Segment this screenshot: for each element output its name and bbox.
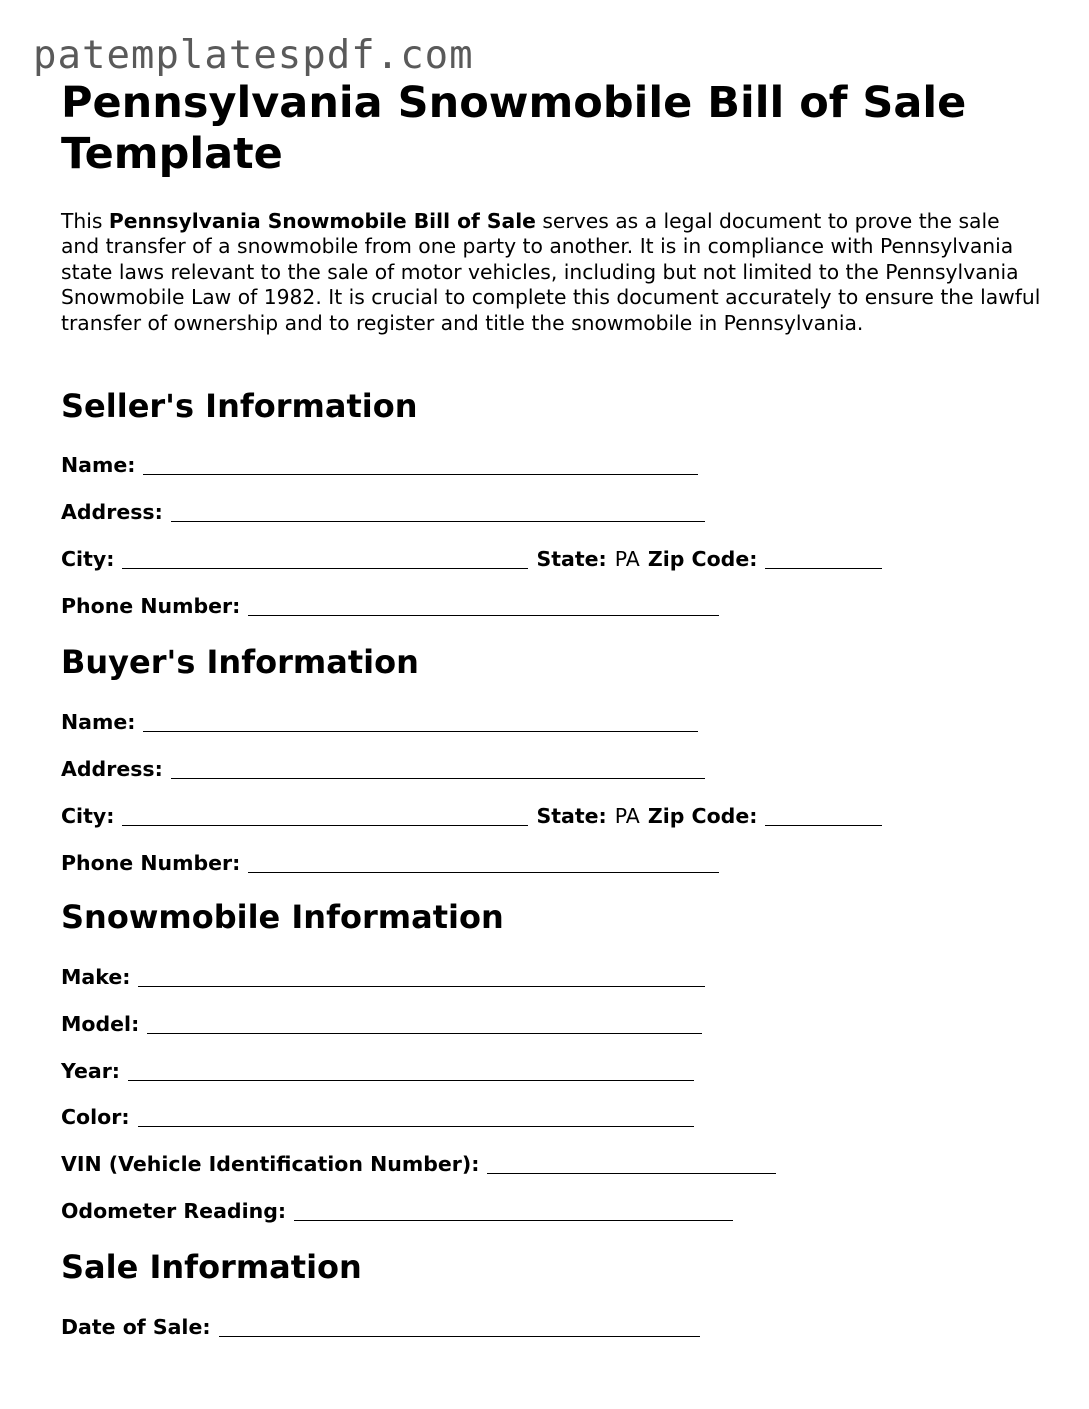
- year-field[interactable]: [128, 1064, 694, 1081]
- buyer-zip-field[interactable]: [765, 809, 882, 826]
- date-of-sale-field[interactable]: [219, 1320, 700, 1337]
- intro-rest: serves as a legal document to prove the sale and transfer of a snowmobile from one party to another. It is in compliance with Pennsylvania state laws relevant to the sale of motor vehicles, including but not limited to the Pennsylvania Snowmobile Law of 1982. It is crucial to complete this document accurately to ensure the lawful transfer of ownership and to register and title the snowmobile in Pennsylvania.: [61, 209, 1041, 335]
- buyer-name-row: [61, 712, 698, 733]
- date-of-sale-row: [61, 1317, 700, 1338]
- year-label: Year:: [61, 1059, 121, 1083]
- odometer-field[interactable]: [294, 1204, 733, 1221]
- buyer-address-row: [61, 759, 705, 780]
- odometer-label: Odometer Reading:: [61, 1199, 287, 1223]
- buyer-address-label: Address:: [61, 757, 163, 781]
- seller-address-field[interactable]: [171, 505, 705, 522]
- seller-city-label: City:: [61, 547, 115, 571]
- seller-phone-field[interactable]: [248, 599, 719, 616]
- seller-state-label: State:: [536, 547, 607, 571]
- intro-bold: Pennsylvania Snowmobile Bill of Sale: [108, 209, 536, 233]
- seller-zip-label: Zip Code:: [647, 547, 758, 571]
- seller-city-field[interactable]: [122, 552, 528, 569]
- buyer-phone-row: [61, 853, 719, 874]
- vin-field[interactable]: [487, 1157, 776, 1174]
- color-label: Color:: [61, 1105, 130, 1129]
- seller-name-label: Name:: [61, 453, 136, 477]
- watermark: patemplatespdf.com: [33, 33, 474, 78]
- seller-heading: Seller's Information: [61, 387, 418, 425]
- seller-phone-row: [61, 596, 719, 617]
- snowmobile-heading: Snowmobile Information: [61, 898, 504, 936]
- sale-heading: Sale Information: [61, 1248, 362, 1286]
- model-row: [61, 1014, 702, 1035]
- year-row: [61, 1061, 694, 1082]
- seller-address-label: Address:: [61, 500, 163, 524]
- seller-state-value: PA: [614, 547, 640, 571]
- buyer-phone-label: Phone Number:: [61, 851, 241, 875]
- model-field[interactable]: [147, 1017, 702, 1034]
- buyer-phone-field[interactable]: [248, 856, 719, 873]
- seller-city-row: [61, 549, 882, 570]
- make-label: Make:: [61, 965, 131, 989]
- intro-paragraph: [61, 209, 1041, 336]
- vin-row: [61, 1154, 776, 1175]
- buyer-state-label: State:: [536, 804, 607, 828]
- seller-zip-field[interactable]: [765, 552, 882, 569]
- buyer-zip-label: Zip Code:: [647, 804, 758, 828]
- color-row: [61, 1107, 694, 1128]
- buyer-city-label: City:: [61, 804, 115, 828]
- seller-name-row: [61, 455, 698, 476]
- buyer-heading: Buyer's Information: [61, 643, 419, 681]
- make-field[interactable]: [138, 970, 705, 987]
- date-of-sale-label: Date of Sale:: [61, 1315, 211, 1339]
- make-row: [61, 967, 705, 988]
- seller-phone-label: Phone Number:: [61, 594, 241, 618]
- model-label: Model:: [61, 1012, 140, 1036]
- buyer-name-field[interactable]: [143, 715, 698, 732]
- buyer-city-field[interactable]: [122, 809, 528, 826]
- color-field[interactable]: [138, 1110, 694, 1127]
- page-title: Pennsylvania Snowmobile Bill of Sale Template: [61, 78, 967, 179]
- odometer-row: [61, 1201, 733, 1222]
- seller-address-row: [61, 502, 705, 523]
- buyer-city-row: [61, 806, 882, 827]
- seller-name-field[interactable]: [143, 458, 698, 475]
- vin-label: VIN (Vehicle Identification Number):: [61, 1152, 480, 1176]
- intro-lead: This: [61, 209, 109, 233]
- buyer-name-label: Name:: [61, 710, 136, 734]
- buyer-address-field[interactable]: [171, 762, 705, 779]
- buyer-state-value: PA: [614, 804, 640, 828]
